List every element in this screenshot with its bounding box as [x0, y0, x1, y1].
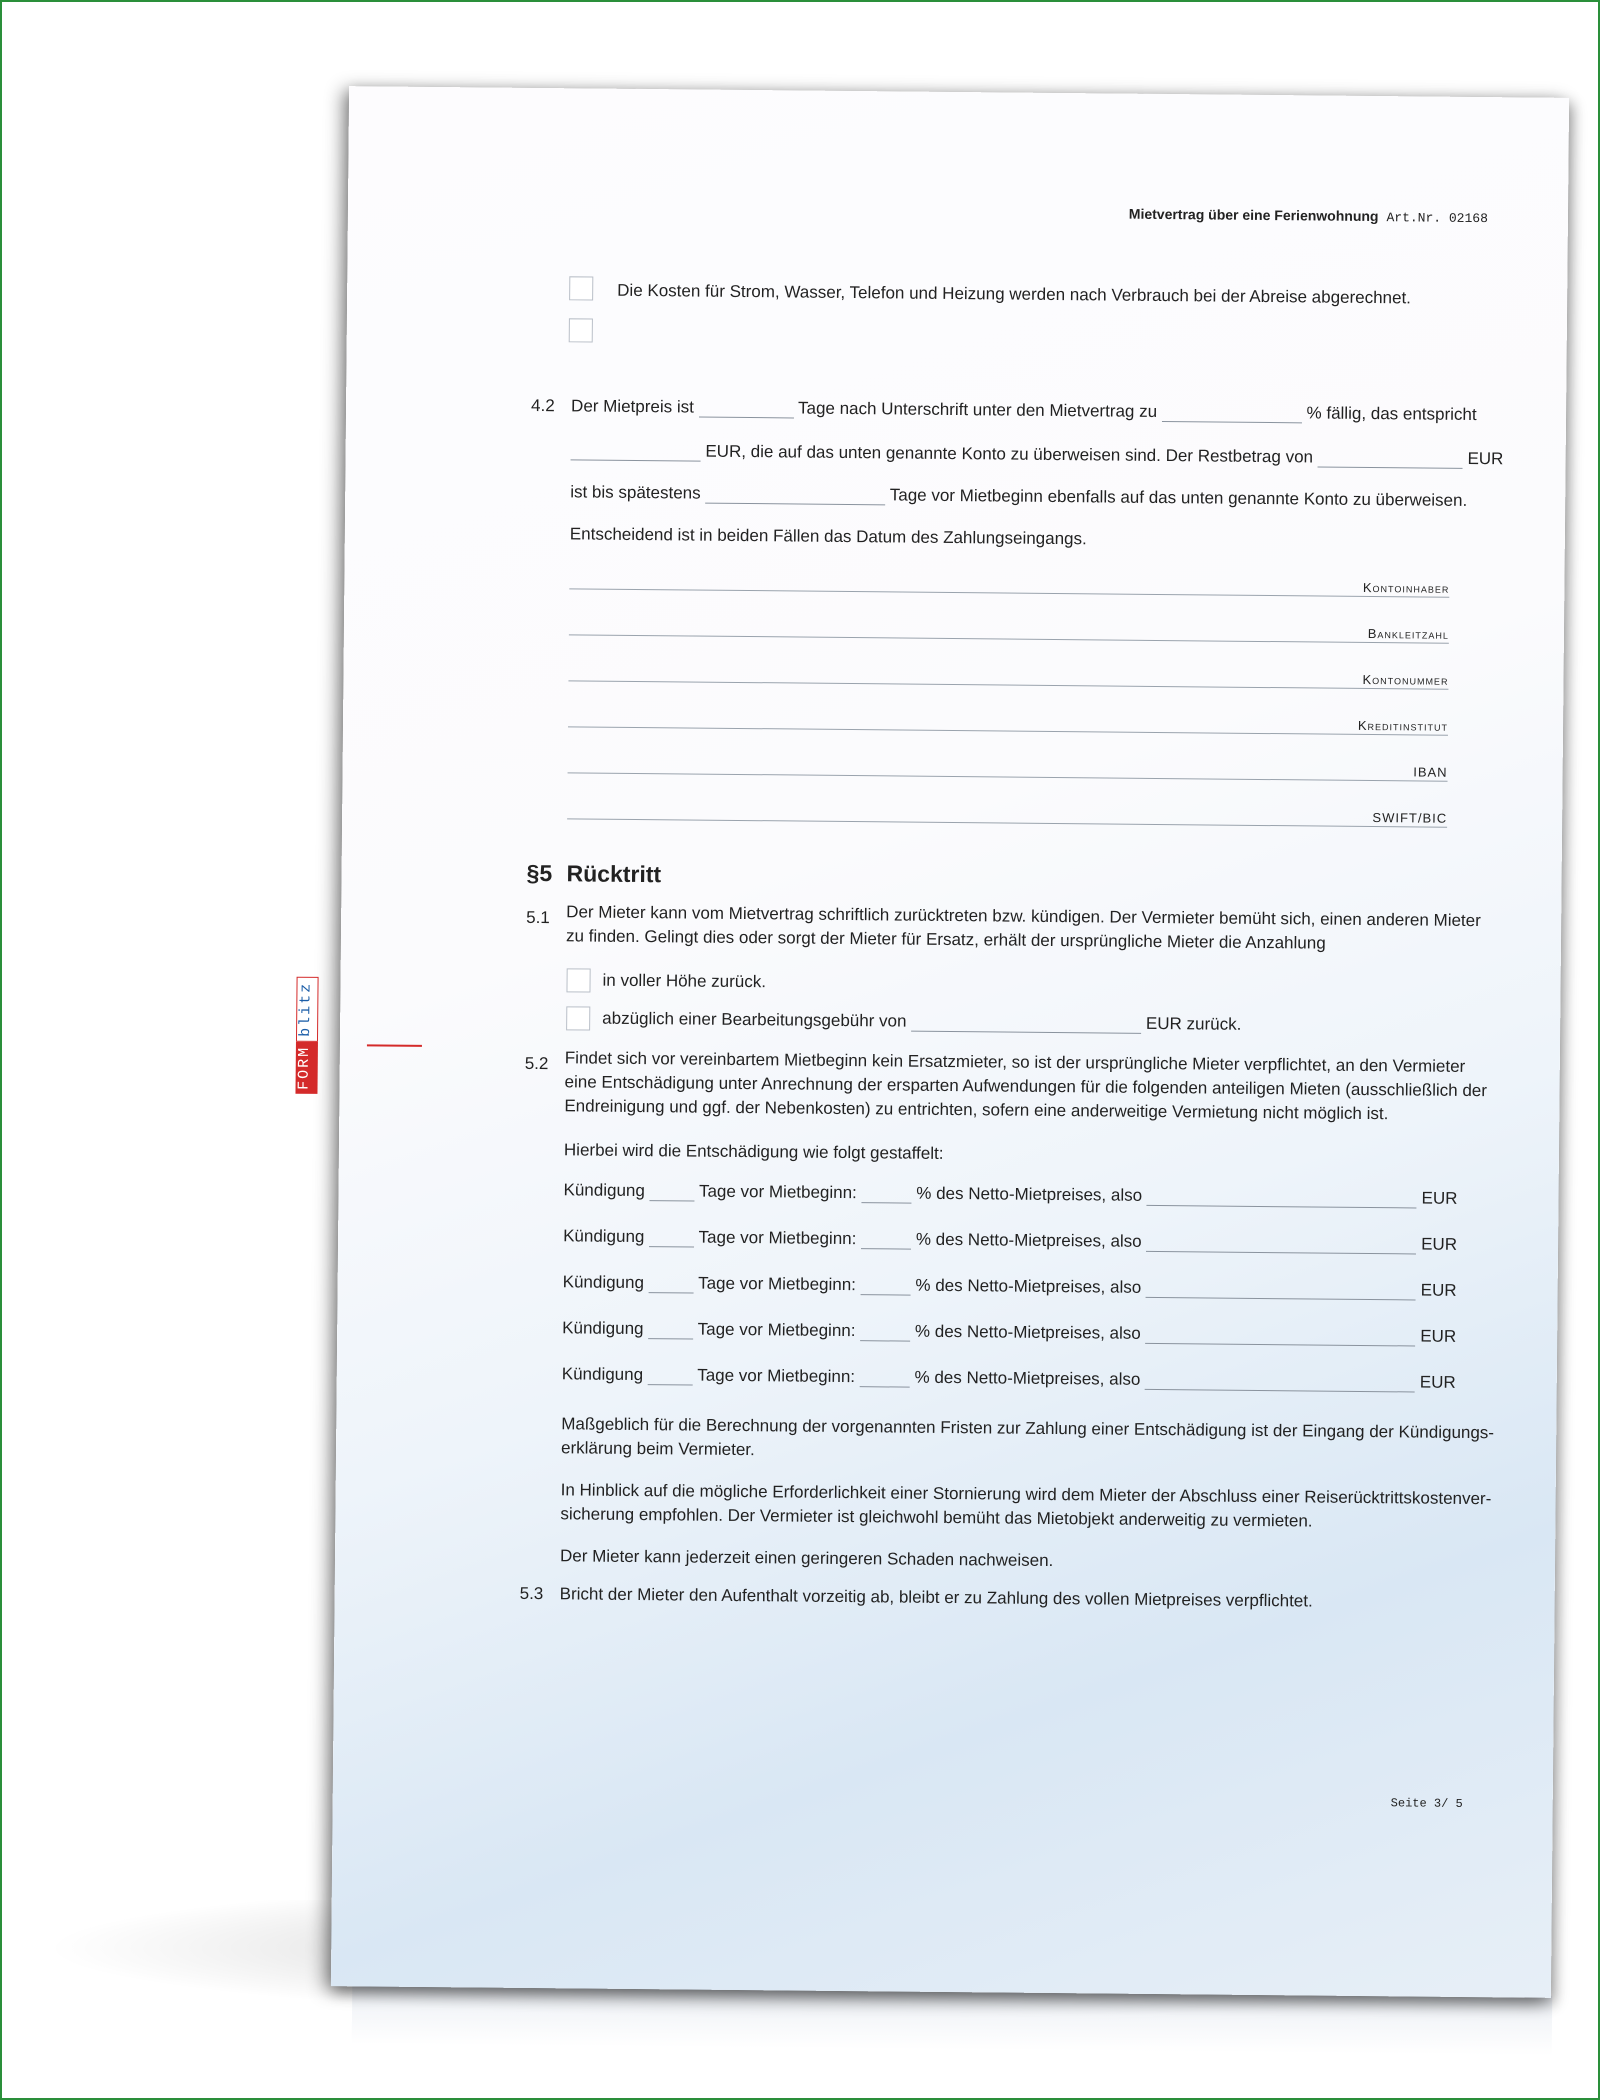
row-label-kuendigung: Kündigung [562, 1318, 644, 1339]
row-label-days: Tage vor Mietbeginn: [698, 1227, 857, 1249]
row-label-percent: % des Netto-Mietpreises, also [915, 1275, 1142, 1297]
logo-part-blitz: blitz [296, 977, 319, 1042]
iban-line[interactable] [568, 772, 1448, 781]
row-label-percent: % des Netto-Mietpreises, also [916, 1183, 1143, 1205]
compensation-row-5 [562, 1364, 1456, 1393]
iban-label: IBAN [1413, 764, 1448, 780]
row-1-days-field[interactable] [650, 1184, 695, 1201]
bank-name-line[interactable] [568, 726, 1448, 735]
checkbox-consumption[interactable] [569, 276, 593, 300]
account-holder-line[interactable] [569, 588, 1449, 597]
row-label-eur: EUR [1419, 1372, 1456, 1392]
row-5-days-field[interactable] [648, 1368, 693, 1385]
compensation-row-3 [563, 1272, 1457, 1301]
rent-due-line-2 [571, 440, 1504, 469]
rent-text-c: % fällig, das entspricht [1306, 403, 1477, 425]
page-number: Seite 3/ 5 [1390, 1796, 1463, 1811]
checkbox-full-refund[interactable] [566, 968, 590, 992]
deadline-note-line-1: Maßgeblich für die Berechnung der vorgenannten Fristen zur Zahlung einer Entschädigung ist der Eingang der Kündigungs- [561, 1414, 1495, 1443]
row-3-days-field[interactable] [649, 1276, 694, 1293]
rent-text-g: Tage vor Mietbeginn ebenfalls auf das unten genannte Konto zu überweisen. [889, 485, 1468, 510]
p5-2-line-2: eine Entschädigung unter Anrechnung der ersparten Aufwendungen für die folgenden anteiligen Mieten (ausschließlich der [564, 1072, 1488, 1101]
fee-refund-text-b: EUR zurück. [1145, 1013, 1242, 1034]
bank-code-line[interactable] [569, 634, 1449, 643]
row-label-kuendigung: Kündigung [561, 1364, 644, 1385]
p5-1-line-1: Der Mieter kann vom Mietvertrag schriftlich zurücktreten bzw. kündigen. Der Vermieter bemüht sich, einen anderen Mieter [566, 902, 1481, 931]
graduation-intro: Hierbei wird die Entschädigung wie folgt gestaffelt: [563, 1140, 944, 1163]
option-consumption-text: Die Kosten für Strom, Wasser, Telefon und Heizung werden nach Verbrauch bei der Abreise abgerechnet. [617, 280, 1412, 308]
insurance-note-line-2: sicherung empfohlen. Der Vermieter ist gleichwohl bemüht das Mietobjekt anderweitig zu vermieten. [560, 1504, 1313, 1531]
remaining-amount-field[interactable] [1318, 451, 1463, 469]
row-2-days-field[interactable] [649, 1230, 694, 1247]
deadline-note-line-2: erklärung beim Vermieter. [560, 1438, 755, 1460]
days-before-start-field[interactable] [705, 487, 885, 506]
section-5-title: Rücktritt [566, 860, 662, 888]
compensation-row-4 [562, 1318, 1456, 1347]
bank-code-label: Bankleitzahl [1367, 625, 1450, 642]
row-label-kuendigung: Kündigung [562, 1272, 645, 1293]
account-holder-label: Kontoinhaber [1362, 579, 1450, 596]
rent-due-line-4: Entscheidend ist in beiden Fällen das Datum des Zahlungseingangs. [569, 524, 1087, 549]
logo-part-form: FORM [295, 1042, 317, 1094]
checkbox-fee-refund[interactable] [566, 1006, 590, 1030]
row-label-kuendigung: Kündigung [563, 1226, 645, 1247]
rent-due-line-3 [570, 482, 1467, 511]
early-departure-text: Bricht der Mieter den Aufenthalt vorzeitig ab, bleibt er zu Zahlung des vollen Mietpreises verpflichtet. [559, 1584, 1313, 1611]
fee-refund-text-a: abzüglich einer Bearbeitungsgebühr von [602, 1008, 907, 1031]
rent-text-b: Tage nach Unterschrift unter den Mietvertrag zu [797, 398, 1158, 421]
rent-due-line-1 [571, 396, 1477, 425]
compensation-row-2 [563, 1226, 1457, 1255]
compensation-row-1 [563, 1180, 1457, 1209]
row-4-amount-field[interactable] [1145, 1327, 1415, 1347]
row-label-days: Tage vor Mietbeginn: [698, 1181, 857, 1203]
row-label-eur: EUR [1420, 1280, 1457, 1300]
swift-bic-label: SWIFT/BIC [1372, 810, 1448, 826]
row-label-percent: % des Netto-Mietpreises, also [914, 1321, 1141, 1343]
row-3-amount-field[interactable] [1146, 1281, 1416, 1301]
row-label-days: Tage vor Mietbeginn: [698, 1273, 857, 1295]
row-5-amount-field[interactable] [1145, 1373, 1415, 1393]
document-page [295, 86, 1569, 1998]
brand-accent-line [367, 1044, 422, 1047]
section-number-5-3: 5.3 [519, 1583, 544, 1604]
row-1-amount-field[interactable] [1147, 1189, 1417, 1209]
formblitz-logo [295, 974, 318, 1094]
row-label-eur: EUR [1421, 1234, 1458, 1254]
rent-text-e: EUR [1467, 448, 1504, 469]
article-number: Art.Nr. 02168 [1386, 210, 1489, 227]
row-label-kuendigung: Kündigung [563, 1180, 645, 1201]
account-number-line[interactable] [568, 680, 1448, 689]
row-2-percent-field[interactable] [861, 1232, 911, 1249]
header-title: Mietvertrag über eine Ferienwohnung [1128, 205, 1379, 225]
row-2-amount-field[interactable] [1146, 1235, 1416, 1255]
rent-text-f: ist bis spätestens [570, 482, 701, 503]
row-1-percent-field[interactable] [861, 1186, 911, 1203]
bank-name-label: Kreditinstitut [1357, 717, 1449, 734]
p5-2-line-3: Endreinigung und ggf. der Nebenkosten) zu entrichten, sofern eine anderweitige Vermietung nicht möglich ist. [564, 1096, 1389, 1124]
row-label-percent: % des Netto-Mietpreises, also [914, 1367, 1141, 1389]
row-4-days-field[interactable] [648, 1322, 693, 1339]
checkbox-other[interactable] [569, 318, 593, 342]
insurance-note-line-1: In Hinblick auf die mögliche Erforderlichkeit einer Stornierung wird dem Mieter der Abschluss einer Reiserücktrittskostenver- [560, 1480, 1492, 1509]
account-number-label: Kontonummer [1362, 671, 1449, 688]
days-after-signature-field[interactable] [699, 401, 794, 419]
swift-bic-line[interactable] [567, 818, 1447, 827]
deposit-amount-field[interactable] [571, 443, 701, 461]
row-label-days: Tage vor Mietbeginn: [697, 1319, 856, 1341]
rent-text-d: EUR, die auf das unten genannte Konto zu überweisen sind. Der Restbetrag von [705, 441, 1314, 467]
section-5-number: §5 [526, 859, 553, 887]
section-number-5-2: 5.2 [524, 1053, 549, 1074]
processing-fee-field[interactable] [911, 1015, 1141, 1034]
row-label-percent: % des Netto-Mietpreises, also [915, 1229, 1142, 1251]
full-refund-text: in voller Höhe zurück. [602, 970, 767, 992]
section-number-5-1: 5.1 [526, 907, 550, 928]
rent-text-a: Der Mietpreis ist [570, 396, 694, 417]
p5-2-line-1: Findet sich vor vereinbartem Mietbeginn kein Ersatzmieter, so ist der ursprüngliche Mieter verpflichtet, an den Vermieter [564, 1048, 1466, 1076]
row-4-percent-field[interactable] [860, 1324, 910, 1341]
fee-refund-line [602, 1009, 1241, 1035]
row-3-percent-field[interactable] [861, 1278, 911, 1295]
row-5-percent-field[interactable] [860, 1370, 910, 1387]
percent-due-field[interactable] [1162, 405, 1302, 423]
row-label-eur: EUR [1420, 1326, 1457, 1346]
p5-1-line-2: zu finden. Gelingt dies oder sorgt der Mieter für Ersatz, erhält der ursprüngliche Mieter die Anzahlung [565, 926, 1326, 953]
lesser-damage-note: Der Mieter kann jederzeit einen geringeren Schaden nachweisen. [559, 1546, 1054, 1571]
page-header [1129, 206, 1488, 226]
section-number-4-2: 4.2 [530, 395, 555, 416]
row-label-eur: EUR [1421, 1188, 1458, 1208]
row-label-days: Tage vor Mietbeginn: [697, 1365, 856, 1387]
